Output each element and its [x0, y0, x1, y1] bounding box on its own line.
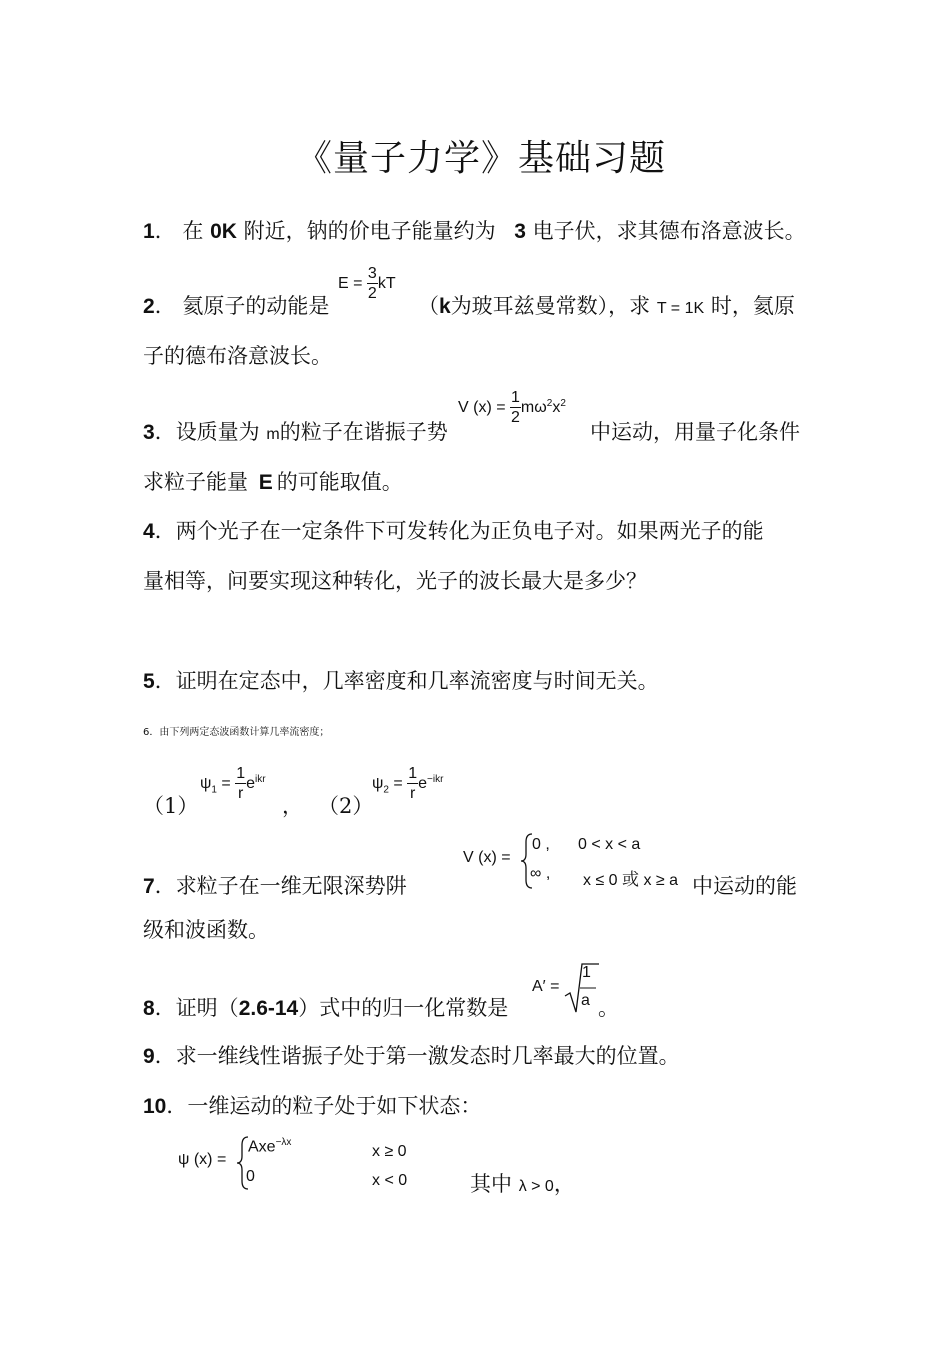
case-2-condition: x < 0	[372, 1172, 408, 1189]
problem-6-label-2: （2）	[318, 794, 374, 818]
text: 证明（	[175, 996, 239, 1020]
problem-6-label-1: （1）	[143, 794, 199, 818]
case-1-condition: x ≥ 0	[372, 1143, 407, 1160]
normalization-lhs: A′ =	[532, 978, 560, 995]
problem-number: 8	[143, 997, 155, 1020]
problem-7-line-1b: 中运动的能	[692, 874, 797, 898]
equals: =	[393, 775, 403, 793]
problem-number: 4	[143, 520, 155, 543]
frac-num: 1	[582, 964, 591, 981]
text: 电子伏，求其德布洛意波长。	[532, 219, 806, 243]
problem-1: 1． 在 0K 附近，钠的价电子能量约为 3 电子伏，求其德布洛意波长。	[143, 219, 806, 243]
mass-symbol: m	[266, 426, 280, 443]
period: 。	[598, 996, 619, 1020]
wavefunction-2	[372, 766, 443, 802]
formula-lhs: E =	[338, 275, 363, 293]
case-2-value: 0	[246, 1168, 255, 1185]
case-1-value	[248, 1137, 291, 1156]
problem-8: 8．证明（2.6-14）式中的归一化常数是	[143, 996, 509, 1020]
text: ）式中的归一化常数是	[298, 996, 509, 1020]
problem-2-line-1: 2． 氦原子的动能是	[143, 294, 330, 318]
condition: T = 1K	[656, 300, 705, 317]
text: （	[418, 294, 439, 318]
frac-num: 1	[511, 389, 520, 406]
formula-lhs: V (x) =	[458, 399, 506, 417]
frac-num: 3	[367, 265, 377, 282]
problem-10-condition	[470, 1168, 575, 1198]
variable: x	[552, 399, 561, 417]
page-title: 《量子力学》基础习题	[296, 138, 667, 179]
problem-7-line-2: 级和波函数。	[143, 918, 269, 942]
problem-4-line-2: 量相等，问要实现这种转化，光子的波长最大是多少？	[143, 569, 647, 593]
formula-rhs: kT	[377, 275, 396, 293]
infinite-well-lhs: V (x) =	[463, 849, 511, 866]
problem-3-line-1: 3．设质量为 m的粒子在谐振子势	[143, 420, 448, 444]
text: 的可能取值。	[276, 470, 403, 494]
subscript: 1	[211, 784, 217, 796]
frac-den: a	[581, 992, 590, 1009]
text: 的粒子在谐振子势	[279, 420, 448, 444]
condition: x ≤ 0	[583, 872, 618, 889]
text: 两个光子在一定条件下可发转化为正负电子对。如果两光子的能	[175, 519, 764, 543]
exp-base: e	[246, 775, 256, 793]
text: 求一维线性谐振子处于第一激发态时几率最大的位置。	[175, 1044, 680, 1068]
problem-number: 1	[143, 220, 155, 243]
state-lhs: ψ (x) =	[178, 1151, 227, 1168]
superscript: 2	[560, 397, 566, 409]
lambda-condition: λ > 0	[518, 1178, 554, 1195]
problem-5: 5．证明在定态中，几率密度和几率流密度与时间无关。	[143, 669, 659, 693]
value: 0K	[210, 220, 237, 243]
text: ，	[553, 1172, 575, 1196]
superscript: 2	[546, 397, 553, 409]
value: E	[258, 471, 273, 494]
kinetic-energy-formula	[338, 266, 396, 302]
exponent: −ikr	[427, 773, 444, 785]
frac-num: 1	[408, 765, 418, 782]
problem-6: 6．由下列两定态波函数计算几率流密度；	[143, 727, 330, 738]
problem-number: 7	[143, 875, 155, 898]
exponent: ikr	[255, 773, 266, 785]
text: 氦原子的动能是	[182, 294, 330, 318]
harmonic-potential-formula	[458, 390, 566, 426]
frac-den: r	[238, 785, 244, 802]
problem-number: 10	[143, 1095, 167, 1118]
wavefunction-1	[200, 766, 266, 802]
text: 在	[182, 219, 204, 243]
equals: =	[221, 775, 231, 793]
text: 附近，钠的价电子能量约为	[243, 219, 496, 243]
case-2-condition	[583, 865, 678, 890]
text: 证明在定态中，几率密度和几率流密度与时间无关。	[175, 669, 659, 693]
case-1-value: 0 ,	[532, 836, 550, 853]
problem-number: 9	[143, 1045, 155, 1068]
expression: Axe	[248, 1138, 276, 1156]
frac-num: 1	[236, 765, 246, 782]
text: 设质量为	[175, 420, 260, 444]
problem-3-line-1b: 中运动，用量子化条件	[590, 420, 800, 444]
exponent: −λx	[275, 1137, 292, 1148]
frac-den: r	[410, 785, 416, 802]
problem-number: 2	[143, 295, 155, 318]
frac-den: 2	[511, 409, 520, 426]
problem-9: 9．求一维线性谐振子处于第一激发态时几率最大的位置。	[143, 1044, 680, 1068]
text: 其中	[470, 1172, 512, 1196]
problem-4-line-1: 4．两个光子在一定条件下可发转化为正负电子对。如果两光子的能	[143, 519, 764, 543]
exp-base: e	[418, 775, 428, 793]
text: 时，氦原	[710, 294, 795, 318]
text: 为玻耳兹曼常数），求	[450, 294, 651, 318]
psi-symbol: ψ	[372, 775, 384, 793]
case-1-condition: 0 < x < a	[578, 836, 641, 853]
text: 求粒子能量	[143, 470, 248, 494]
value: 2.6-14	[238, 997, 299, 1020]
text: 求粒子在一维无限深势阱	[175, 874, 407, 898]
problem-10: 10．一维运动的粒子处于如下状态：	[143, 1094, 482, 1118]
frac-den: 2	[367, 285, 377, 302]
problem-2-line-2: 子的德布洛意波长。	[143, 344, 332, 368]
psi-symbol: ψ	[200, 775, 212, 793]
text: 一维运动的粒子处于如下状态：	[187, 1094, 482, 1118]
case-2-value: ∞ ,	[530, 865, 551, 882]
problem-2-line-1b	[418, 290, 795, 320]
problem-number: 5	[143, 670, 155, 693]
subscript: 2	[383, 784, 389, 796]
problem-3-line-2	[143, 466, 403, 496]
separator: ，	[282, 794, 303, 818]
or-text: 或	[622, 870, 640, 890]
value: 3	[514, 220, 526, 243]
formula-rhs: mω	[520, 399, 547, 417]
value: k	[439, 295, 451, 318]
condition: x ≥ a	[643, 872, 679, 889]
problem-number: 3	[143, 421, 155, 444]
problem-7-line-1: 7．求粒子在一维无限深势阱	[143, 874, 407, 898]
